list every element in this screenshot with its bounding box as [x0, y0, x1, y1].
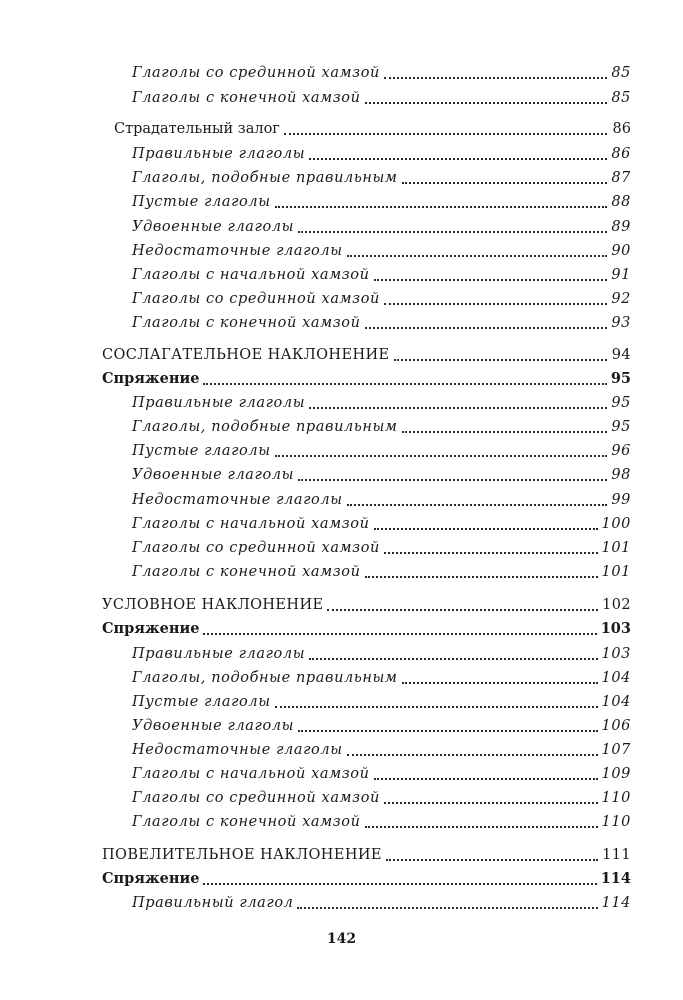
toc-entry	[132, 761, 631, 783]
toc-entry-label: Правильные глаголы	[132, 646, 306, 662]
dot-leader	[309, 144, 607, 160]
toc-entry-label: Глаголы со срединной хамзой	[132, 291, 380, 307]
dot-leader	[275, 692, 598, 708]
toc-entry-label: Пустые глаголы	[132, 194, 271, 210]
toc-entry	[132, 641, 631, 663]
toc-entry-page: 111	[602, 847, 631, 863]
dot-leader	[386, 845, 598, 861]
toc-entry-page: 85	[611, 90, 631, 106]
toc-entry	[132, 890, 631, 912]
toc-entry-page: 109	[601, 766, 631, 782]
toc-entry	[132, 737, 631, 759]
toc-entry-page: 100	[601, 516, 631, 532]
dot-leader	[374, 764, 598, 780]
toc-entry	[132, 809, 631, 831]
toc-section-heading	[102, 342, 631, 364]
dot-leader	[284, 119, 607, 135]
toc-entry-page: 85	[611, 65, 631, 81]
dot-leader	[374, 265, 607, 281]
toc-entry-label: Недостаточные глаголы	[132, 492, 343, 508]
toc-entry-page: 86	[612, 121, 631, 137]
toc-entry-page: 95	[611, 395, 631, 411]
toc-entry-label: Глаголы со срединной хамзой	[132, 65, 380, 81]
toc-entry	[132, 487, 631, 509]
dot-leader	[402, 668, 598, 684]
toc-entry-label: Глаголы, подобные правильным	[132, 170, 398, 186]
dot-leader	[298, 217, 607, 233]
page-number: 142	[326, 931, 357, 947]
toc-entry-page: 104	[601, 670, 631, 686]
dot-leader	[365, 812, 598, 828]
dot-leader	[384, 538, 598, 554]
toc-entry	[132, 189, 631, 211]
toc-entry-page: 94	[611, 347, 631, 363]
dot-leader	[275, 192, 607, 208]
toc-entry-page: 92	[611, 291, 631, 307]
toc-entry	[132, 165, 631, 187]
toc-subsection-heading	[102, 616, 631, 638]
dot-leader	[309, 393, 607, 409]
toc-entry-page: 114	[600, 870, 631, 887]
toc-entry	[132, 689, 631, 711]
toc-entry-page: 93	[611, 315, 631, 331]
toc-entry-page: 90	[611, 243, 631, 259]
toc-entry-page: 95	[611, 419, 631, 435]
toc-entry-page: 86	[611, 146, 631, 162]
dot-leader	[347, 740, 598, 756]
toc-entry	[132, 390, 631, 412]
toc-entry-page: 103	[601, 646, 631, 662]
toc-entry-page: 87	[611, 170, 631, 186]
dot-leader	[203, 619, 596, 635]
toc-entry-page: 110	[601, 790, 631, 806]
toc-entry-label: Пустые глаголы	[132, 443, 271, 459]
dot-leader	[394, 345, 607, 361]
toc-entry-label: Глаголы с начальной хамзой	[132, 267, 370, 283]
toc-entry-page: 114	[601, 895, 631, 911]
toc-entry-label: Удвоенные глаголы	[132, 219, 295, 235]
toc-entry	[132, 262, 631, 284]
dot-leader	[365, 88, 607, 104]
toc-entry-label: Недостаточные глаголы	[132, 742, 343, 758]
toc-subsection-heading	[102, 866, 631, 888]
toc-entry-page: 95	[610, 370, 631, 387]
dot-leader	[298, 465, 607, 481]
toc-entry-page: 91	[611, 267, 631, 283]
toc-entry-page: 103	[600, 620, 631, 637]
toc-entry-label: Удвоенные глаголы	[132, 718, 295, 734]
toc-entry	[132, 414, 631, 436]
toc-entry-label: УСЛОВНОЕ НАКЛОНЕНИЕ	[102, 597, 324, 613]
dot-leader	[384, 63, 607, 79]
dot-leader	[298, 716, 597, 732]
toc-entry-page: 96	[611, 443, 631, 459]
toc-entry-label: Правильные глаголы	[132, 395, 306, 411]
toc-entry	[132, 665, 631, 687]
toc-entry-label: Глаголы с конечной хамзой	[132, 814, 361, 830]
toc-entry	[114, 116, 631, 138]
dot-leader	[327, 595, 598, 611]
toc-entry-label: Недостаточные глаголы	[132, 243, 343, 259]
toc-entry-label: Правильные глаголы	[132, 146, 306, 162]
toc-entry-page: 106	[601, 718, 631, 734]
toc-entry-page: 110	[601, 814, 631, 830]
dot-leader	[402, 417, 607, 433]
toc-entry-label: Спряжение	[102, 370, 200, 387]
toc-entry-page: 89	[611, 219, 631, 235]
toc-entry-label: ПОВЕЛИТЕЛЬНОЕ НАКЛОНЕНИЕ	[102, 847, 382, 863]
toc-entry-label: Глаголы, подобные правильным	[132, 670, 398, 686]
toc-entry-label: Правильный глагол	[132, 895, 294, 911]
toc-entry	[132, 85, 631, 107]
toc-entry	[132, 238, 631, 260]
dot-leader	[365, 562, 598, 578]
toc-entry-label: Удвоенные глаголы	[132, 467, 295, 483]
toc-entry-page: 107	[601, 742, 631, 758]
toc-entry-label: Глаголы с начальной хамзой	[132, 766, 370, 782]
toc-entry	[132, 310, 631, 332]
toc-entry	[132, 214, 631, 236]
toc-entry-page: 99	[611, 492, 631, 508]
toc-section-heading	[102, 592, 631, 614]
toc-entry	[132, 559, 631, 581]
toc-entry-label: Глаголы со срединной хамзой	[132, 540, 380, 556]
toc-entry	[132, 713, 631, 735]
toc-entry-label: Пустые глаголы	[132, 694, 271, 710]
toc-entry-page: 101	[601, 564, 631, 580]
dot-leader	[402, 168, 607, 184]
toc-entry	[132, 462, 631, 484]
toc-entry-label: СОСЛАГАТЕЛЬНОЕ НАКЛОНЕНИЕ	[102, 347, 390, 363]
toc-section-heading	[102, 842, 631, 864]
dot-leader	[365, 313, 607, 329]
dot-leader	[309, 644, 597, 660]
toc-entry-page: 98	[611, 467, 631, 483]
dot-leader	[203, 369, 606, 385]
toc-entry-label: Глаголы с конечной хамзой	[132, 315, 361, 331]
toc-entry-label: Глаголы, подобные правильным	[132, 419, 398, 435]
toc-entry	[132, 60, 631, 82]
dot-leader	[384, 788, 598, 804]
toc-entry-label: Глаголы со срединной хамзой	[132, 790, 380, 806]
toc-entry-label: Спряжение	[102, 620, 200, 637]
toc-entry	[132, 438, 631, 460]
toc-entry	[132, 785, 631, 807]
toc-entry	[132, 141, 631, 163]
toc-entry-label: Глаголы с конечной хамзой	[132, 564, 361, 580]
dot-leader	[275, 441, 607, 457]
toc-entry-label: Страдательный залог	[114, 121, 280, 137]
dot-leader	[347, 241, 607, 257]
toc-subsection-heading	[102, 366, 631, 388]
dot-leader	[347, 490, 607, 506]
toc-entry-label: Глаголы с начальной хамзой	[132, 516, 370, 532]
dot-leader	[384, 289, 607, 305]
toc-entry-page: 102	[602, 597, 631, 613]
dot-leader	[374, 514, 598, 530]
toc-entry	[132, 286, 631, 308]
toc-entry	[132, 535, 631, 557]
dot-leader	[203, 869, 596, 885]
dot-leader	[297, 893, 597, 909]
toc-entry-label: Глаголы с конечной хамзой	[132, 90, 361, 106]
toc-entry	[132, 511, 631, 533]
toc-entry-page: 101	[601, 540, 631, 556]
toc-entry-label: Спряжение	[102, 870, 200, 887]
toc-entry-page: 104	[601, 694, 631, 710]
toc-entry-page: 88	[611, 194, 631, 210]
